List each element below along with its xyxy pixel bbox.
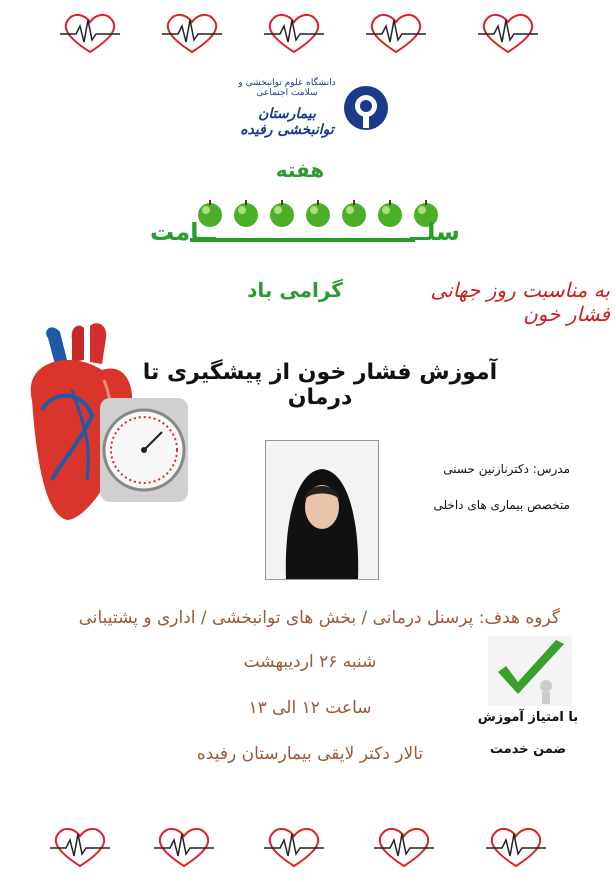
heartbeat-heart-icon <box>262 10 326 56</box>
credit-label-2: ضمن خدمت <box>489 742 567 757</box>
heartbeat-heart-icon <box>48 824 112 870</box>
heartbeat-heart-icon <box>160 10 224 56</box>
gerami-text: گرامی باد <box>247 278 343 302</box>
event-time: ساعت ۱۲ الی ۱۳ <box>248 698 372 718</box>
salamat-word-end: ــامت <box>150 218 216 246</box>
instructor-photo <box>265 440 379 580</box>
hospital-emblem-icon <box>342 84 390 132</box>
bottom-border <box>0 818 616 878</box>
apple-icon <box>270 200 294 227</box>
salamat-stretch-line <box>190 238 415 242</box>
week-label: هفته <box>275 158 325 182</box>
instructor-specialty: متخصص بیماری های داخلی <box>433 498 570 512</box>
salamat-word-start: سلــ <box>410 218 460 246</box>
heartbeat-heart-icon <box>58 10 122 56</box>
hospital-name: بیمارستان توانبخشی رفیده <box>240 106 334 138</box>
checkmark-icon <box>488 636 572 706</box>
heart-gauge-illustration <box>12 320 192 530</box>
blood-pressure-gauge-icon <box>100 398 188 502</box>
instructor-name: مدرس: دکترنازنین حسنی <box>443 462 570 476</box>
heartbeat-heart-icon <box>476 10 540 56</box>
apple-icon <box>234 200 258 227</box>
university-name: دانشگاه علوم توانبخشی و سلامت اجتماعی <box>238 78 336 98</box>
page-title: آموزش فشار خون از پیشگیری تا درمان <box>142 360 498 410</box>
hospital-logo-text <box>232 78 342 138</box>
apple-icon <box>342 200 366 227</box>
event-date: شنبه ۲۶ اردیبهشت <box>243 652 377 672</box>
heartbeat-heart-icon <box>372 824 436 870</box>
heartbeat-heart-icon <box>152 824 216 870</box>
heartbeat-heart-icon <box>484 824 548 870</box>
occasion-text: به مناسبت روز جهانی فشار خون <box>430 278 610 326</box>
event-venue: تالار دکتر لایقی بیمارستان رفیده <box>196 744 424 764</box>
target-group: گروه هدف: پرسنل درمانی / بخش های توانبخشی / اداری و پشتیبانی <box>78 608 560 628</box>
credit-label: با امتیاز آموزش <box>477 710 579 725</box>
heartbeat-heart-icon <box>262 824 326 870</box>
apple-icon <box>306 200 330 227</box>
top-border <box>0 4 616 64</box>
apple-icon <box>378 200 402 227</box>
heartbeat-heart-icon <box>364 10 428 56</box>
